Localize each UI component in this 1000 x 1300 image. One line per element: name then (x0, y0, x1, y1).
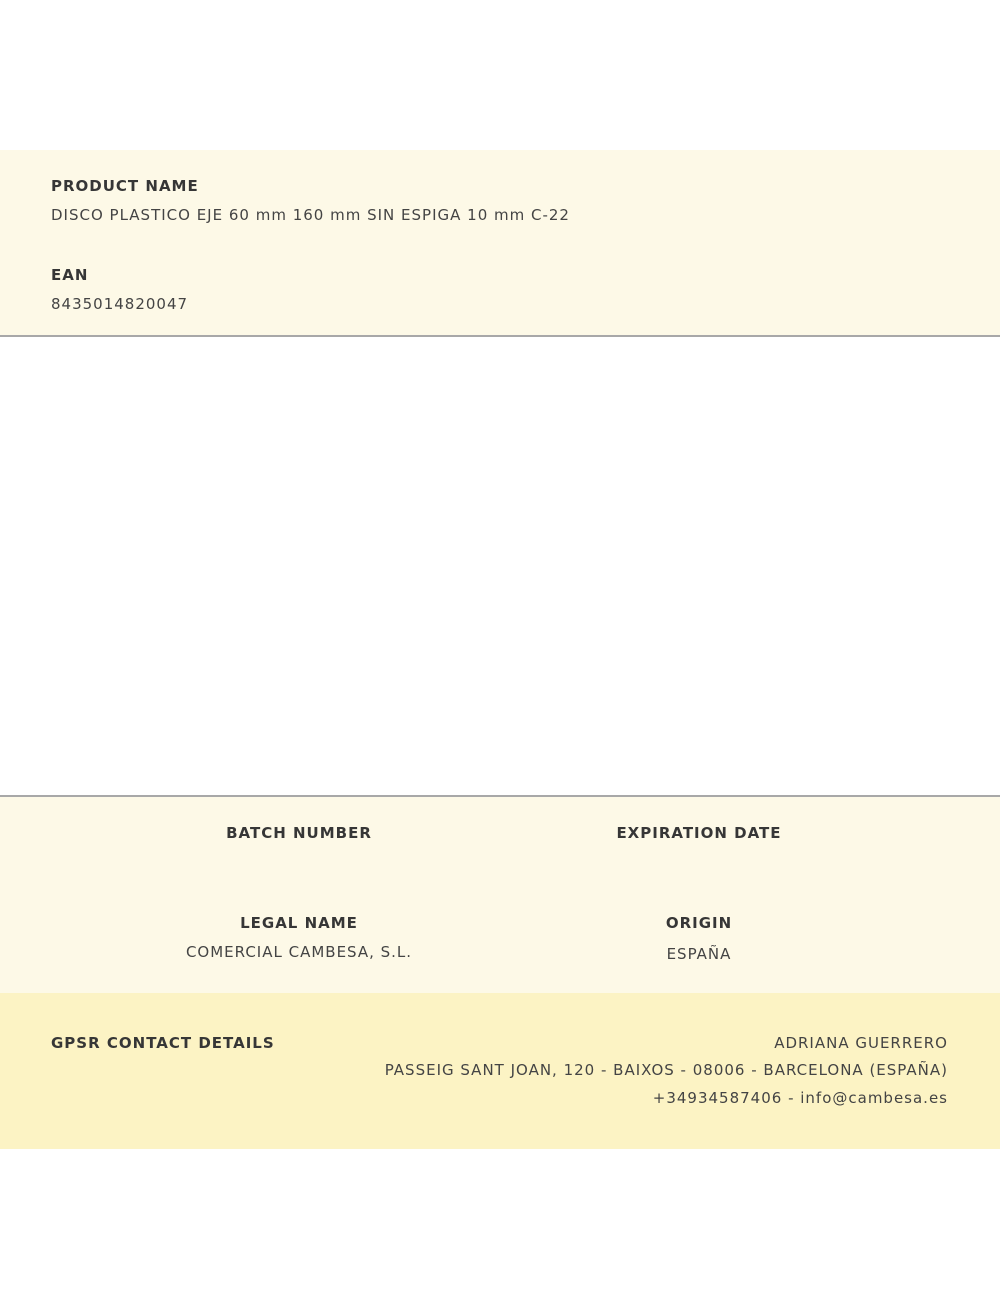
contact-address: PASSEIG SANT JOAN, 120 - BAIXOS - 08006 - BARCELONA (ESPAÑA) (384, 1061, 948, 1079)
batch-number-label: BATCH NUMBER (226, 824, 372, 842)
contact-name: ADRIANA GUERRERO (774, 1034, 948, 1052)
product-section (0, 150, 1000, 337)
origin-label: ORIGIN (665, 914, 733, 932)
origin-value: ESPAÑA (666, 945, 732, 963)
legal-name-value: COMERCIAL CAMBESA, S.L. (185, 943, 413, 961)
ean-label: EAN (51, 266, 89, 284)
contact-phone-email: +34934587406 - info@cambesa.es (652, 1089, 948, 1107)
info-section (0, 795, 1000, 995)
contact-details (385, 1034, 948, 1107)
product-name-label: PRODUCT NAME (51, 177, 199, 195)
contact-section (0, 993, 1000, 1149)
product-name-value: DISCO PLASTICO EJE 60 mm 160 mm SIN ESPIGA 10 mm C-22 (51, 206, 570, 224)
legal-name-label: LEGAL NAME (240, 914, 358, 932)
ean-value: 8435014820047 (51, 295, 189, 313)
gpsr-contact-label: GPSR CONTACT DETAILS (51, 1034, 275, 1052)
expiration-date-label: EXPIRATION DATE (616, 824, 782, 842)
